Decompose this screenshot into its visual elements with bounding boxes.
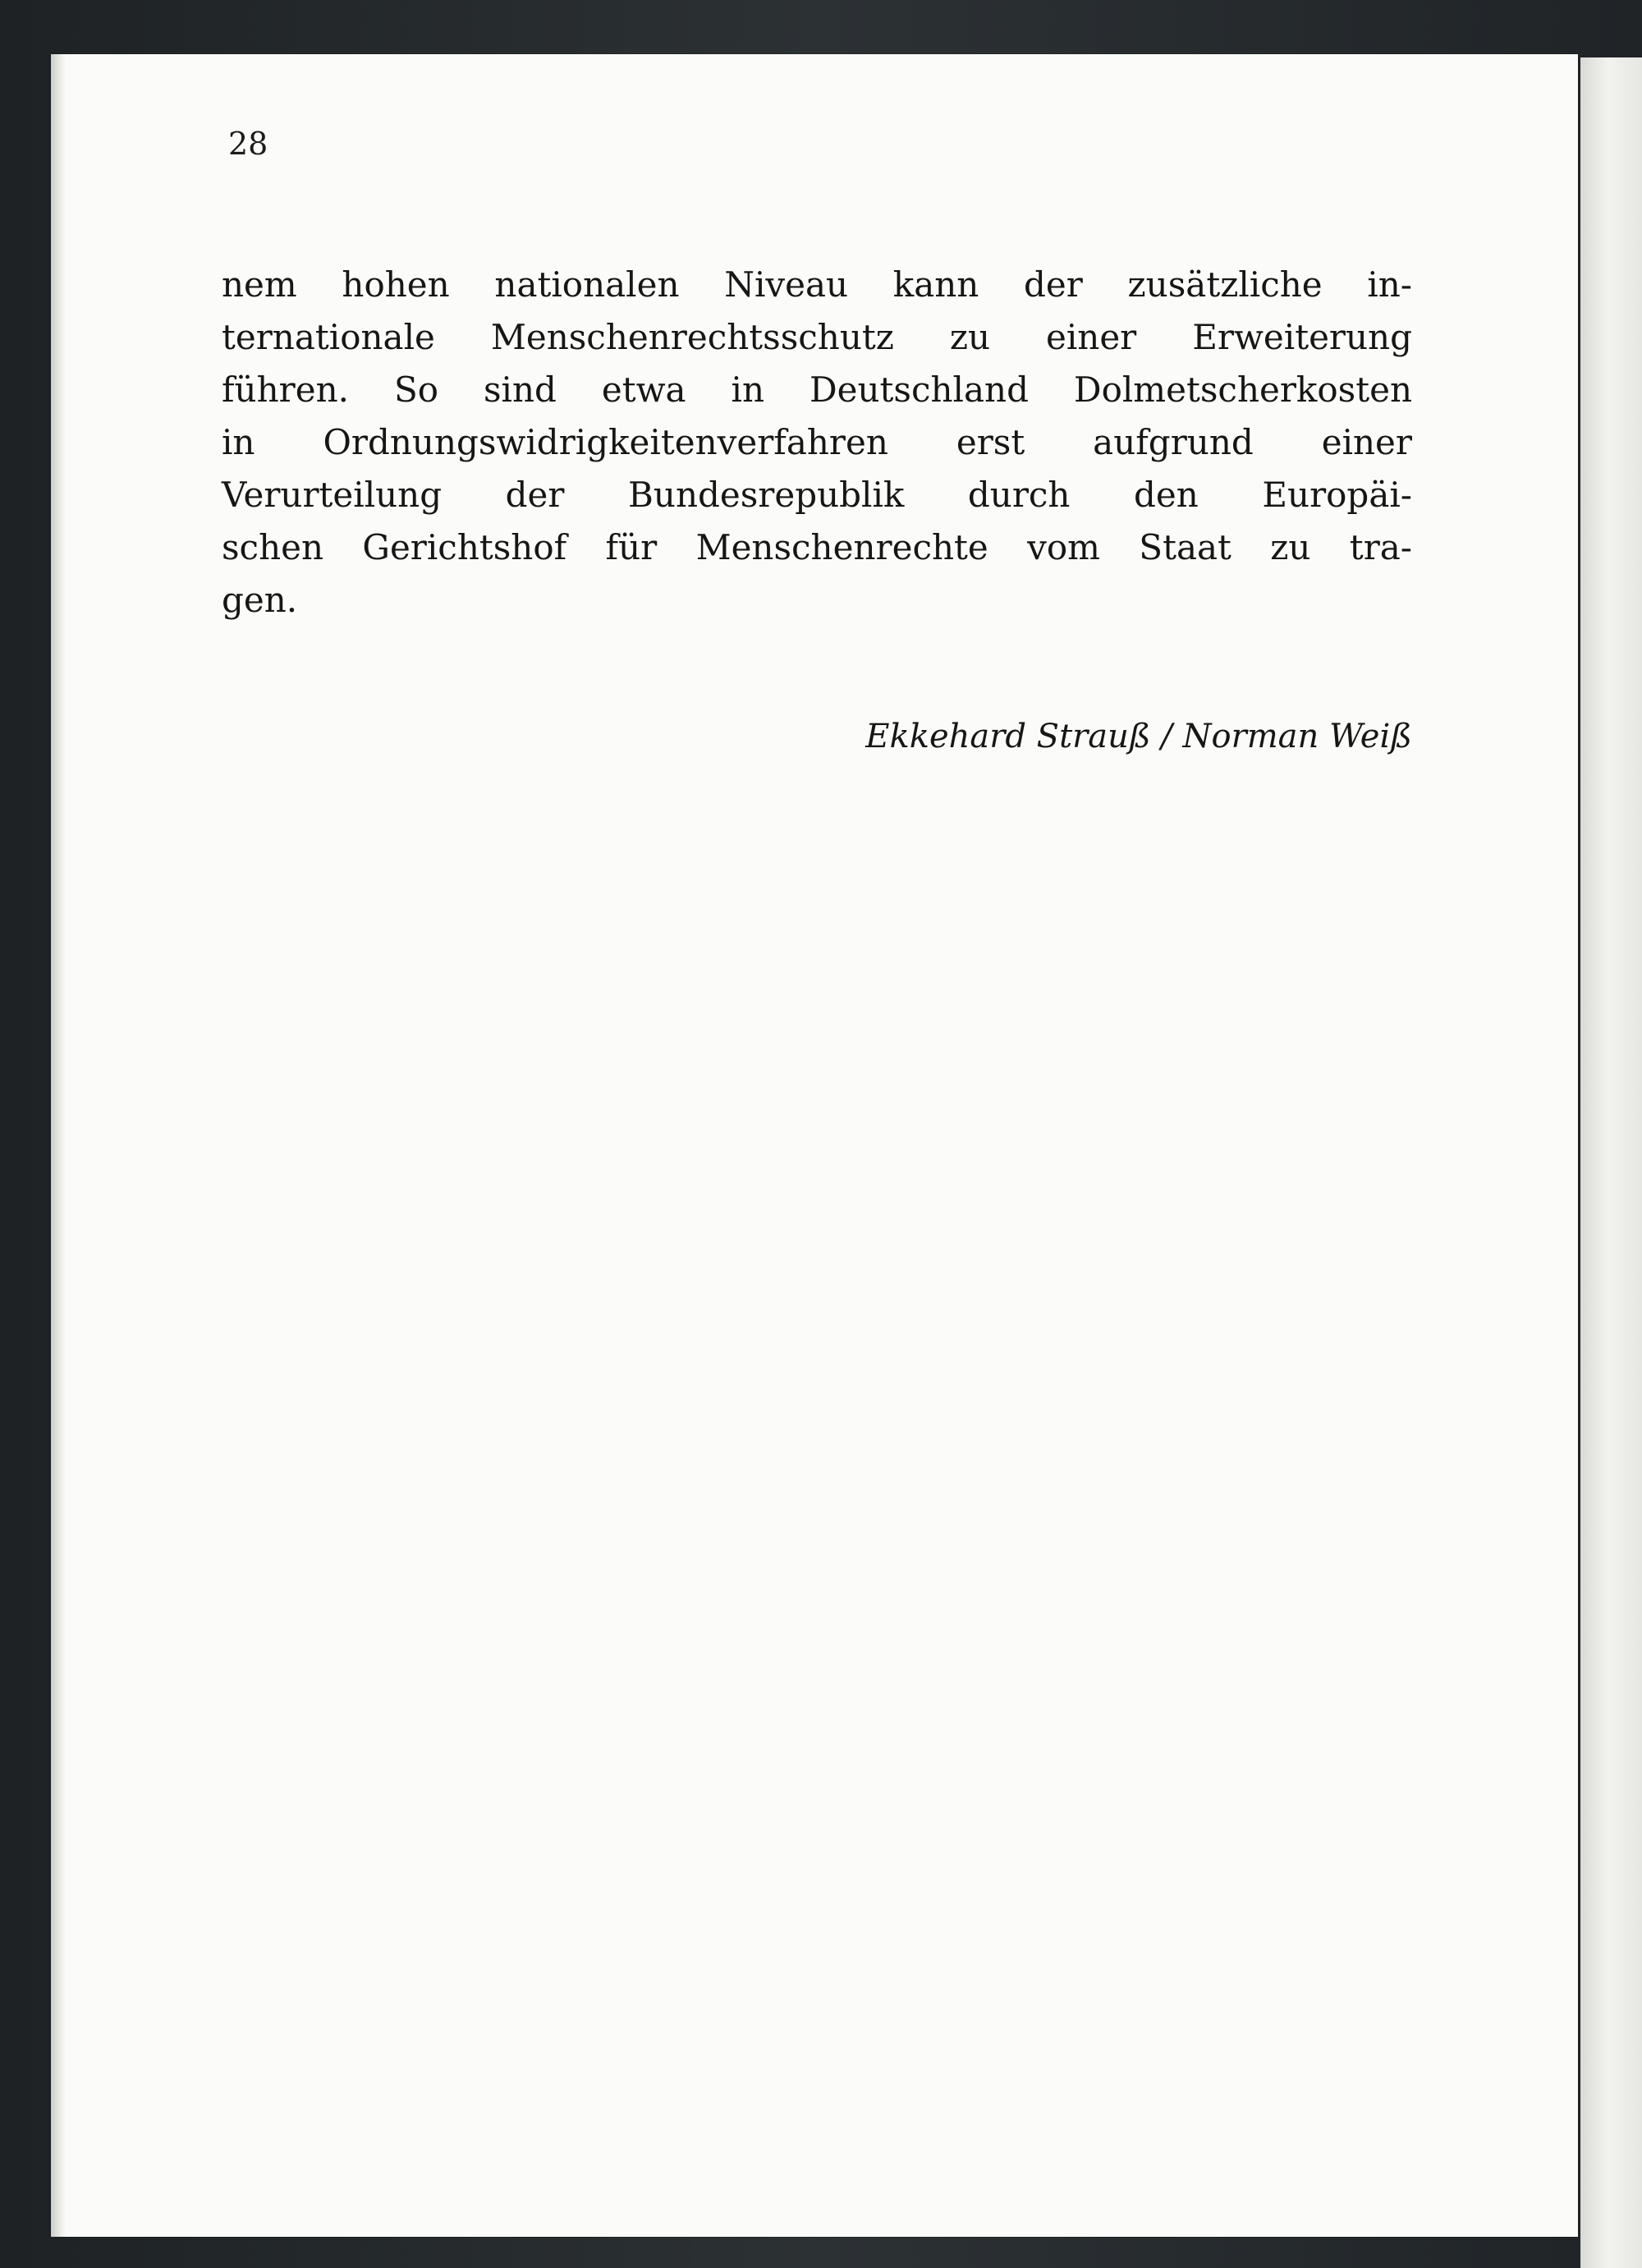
paragraph-line: führen. So sind etwa in Deutschland Dolmetscherkosten bbox=[222, 370, 1412, 410]
paragraph-line: in Ordnungswidrigkeitenverfahren erst aufgrund einer bbox=[222, 422, 1412, 462]
author-signature: Ekkehard Strauß / Norman Weiß bbox=[865, 718, 1412, 755]
paragraph-line: schen Gerichtshof für Menschenrechte vom Staat zu tra- bbox=[222, 527, 1412, 567]
paragraph-line: ternationale Menschenrechtsschutz zu einer Erweiterung bbox=[222, 317, 1412, 357]
paragraph-line: nem hohen nationalen Niveau kann der zusätzliche in- bbox=[222, 264, 1412, 305]
paragraph-line: gen. bbox=[222, 580, 298, 620]
page-gutter-shadow bbox=[51, 54, 66, 2237]
paragraph-line: Verurteilung der Bundesrepublik durch den Europäi- bbox=[222, 475, 1412, 515]
next-page-edge bbox=[1580, 57, 1642, 2268]
body-paragraph bbox=[222, 259, 1412, 627]
page-number: 28 bbox=[228, 126, 268, 162]
